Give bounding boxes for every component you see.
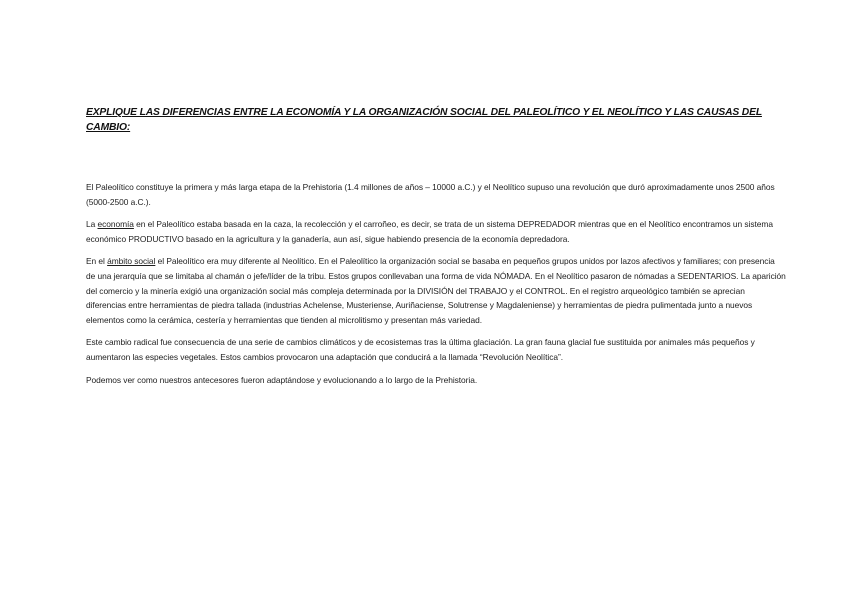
paragraph-social [86, 254, 786, 327]
paragraph-causes: Este cambio radical fue consecuencia de una serie de cambios climáticos y de ecosistemas tras la última glaciación. La gran fauna glacial fue sustituida por animales más pequeños y aumentaron las especies vegetales. Estos cambios provocaron una adaptación que conducirá a la llamada “Revolución Neolítica”. [86, 337, 755, 362]
paragraph-social-text: el Paleolítico era muy diferente al Neolítico. En el Paleolítico la organización social se basaba en pequeños grupos unidos por lazos afectivos y familiares; con presencia de una jerarquía que se limitaba al chamán o jefe/líder de la tribu. Estos grupos conllevaban una forma de vida NÓMADA. En el Neolítico pasaron de nómadas a SEDENTARIOS. La aparición del comercio y la minería exigió una organización social más compleja determinada por la DIVISIÓN del TRABAJO y el CONTROL. En el registro arqueológico también se aprecian diferencias entre herramientas de piedra tallada (industrias Achelense, Musteriense, Auriñaciense, Solutrense y Magdaleniense) y herramientas de piedra pulimentada junto a nuevos elementos como la cerámica, cestería y herramientas que tienden al microlitismo y presentan más variedad. [86, 256, 786, 325]
economy-keyword: economía [97, 219, 134, 230]
paragraph-economy [86, 217, 786, 246]
paragraph-social-lead: En el [86, 256, 108, 267]
paragraph-economy-lead: La [86, 219, 98, 230]
document-body [86, 105, 786, 387]
paragraph-economy-text: en el Paleolítico estaba basada en la caza, la recolección y el carroñeo, es decir, se trata de un sistema DEPREDADOR mientras que en el Neolítico encontramos un sistema económico PRODUCTIVO basado en la agricultura y la ganadería, aun así, sigue habiendo presencia de la economía depredadora. [86, 219, 773, 244]
paragraph-conclusion: Podemos ver como nuestros antecesores fueron adaptándose y evolucionando a lo largo de la Prehistoria. [86, 374, 478, 385]
paragraph-intro: El Paleolítico constituye la primera y más larga etapa de la Prehistoria (1.4 millones de años – 10000 a.C.) y el Neolítico supuso una revolución que duró aproximadamente unos 2500 años (5000-2500 a.C.). [86, 182, 775, 207]
social-keyword: ámbito social [107, 256, 156, 267]
document-title: EXPLIQUE LAS DIFERENCIAS ENTRE LA ECONOMÍA Y LA ORGANIZACIÓN SOCIAL DEL PALEOLÍTICO Y EL NEOLÍTICO Y LAS CAUSAS DEL CAMBIO: [86, 107, 762, 133]
